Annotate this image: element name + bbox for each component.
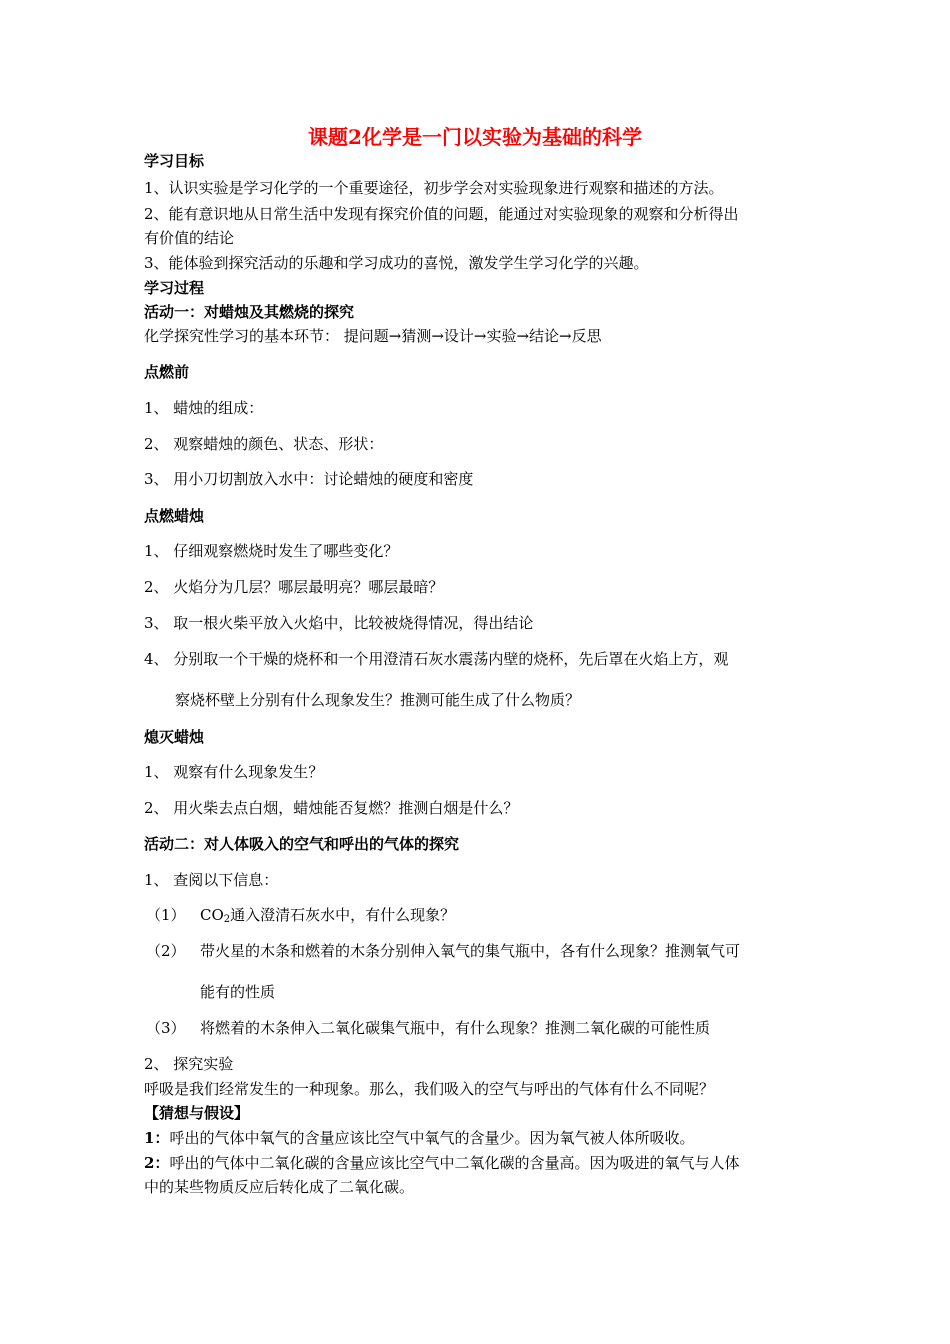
sub-item-2-text: 带火星的木条和燃着的木条分别伸入氧气的集气瓶中，各有什么现象？推测氧气可 [200, 942, 741, 960]
hypothesis-2-text: 呼出的气体中二氧化碳的含量应该比空气中二氧化碳的含量高。因为吸进的氧气与人体 [169, 1154, 740, 1172]
lit-item-2: 2、 火焰分为几层？哪层最明亮？哪层最暗？ [144, 578, 444, 596]
before-item-2: 2、 观察蜡烛的颜色、状态、形状： [144, 435, 384, 453]
co2-formula: CO [200, 906, 224, 924]
goal-item-2: 2、能有意识地从日常生活中发现有探究价值的问题，能通过对实验现象的观察和分析得出 [144, 205, 739, 223]
goal-item-2-cont: 有价值的结论 [144, 229, 235, 247]
sub-item-1-text [200, 905, 455, 930]
sub-item-3-number: （3） [146, 1019, 186, 1037]
experiment-intro: 呼吸是我们经常发生的一种现象。那么，我们吸入的空气与呼出的气体有什么不同呢？ [144, 1080, 715, 1098]
out-item-2: 2、 用火柴去点白烟，蜡烛能否复燃？推测白烟是什么？ [144, 799, 519, 817]
hypothesis-1-text: 呼出的气体中氧气的含量应该比空气中氧气的含量少。因为氧气被人体所吸收。 [169, 1129, 695, 1147]
activity2-item-2: 2、 探究实验 [144, 1055, 234, 1073]
before-item-1: 1、 蜡烛的组成： [144, 399, 264, 417]
document-title: 课题2化学是一门以实验为基础的科学 [308, 125, 642, 149]
activity1-heading: 活动一：对蜡烛及其燃烧的探究 [144, 303, 355, 321]
sub-item-1-number: （1） [146, 906, 186, 924]
out-item-1: 1、 观察有什么现象发生？ [144, 763, 324, 781]
before-heading: 点燃前 [144, 363, 190, 381]
sub-item-2-cont: 能有的性质 [200, 983, 276, 1001]
inquiry-steps: 化学探究性学习的基本环节： 提问题→猜测→设计→实验→结论→反思 [144, 327, 602, 345]
lit-heading: 点燃蜡烛 [144, 507, 205, 525]
co2-subscript: 2 [223, 914, 231, 925]
process-heading: 学习过程 [144, 279, 205, 297]
hypothesis-2-cont: 中的某些物质反应后转化成了二氧化碳。 [144, 1178, 415, 1196]
sub-item-3-text: 将燃着的木条伸入二氧化碳集气瓶中，有什么现象？推测二氧化碳的可能性质 [200, 1019, 711, 1037]
activity2-item-1: 1、 查阅以下信息： [144, 871, 279, 889]
out-heading: 熄灭蜡烛 [144, 728, 205, 746]
sub-item-1-rest: 通入澄清石灰水中，有什么现象？ [230, 906, 456, 924]
lit-item-1: 1、 仔细观察燃烧时发生了哪些变化？ [144, 542, 399, 560]
hypothesis-2-number: 2： [144, 1154, 170, 1172]
activity2-heading: 活动二：对人体吸入的空气和呼出的气体的探究 [144, 835, 460, 853]
hypothesis-2 [144, 1153, 739, 1173]
hypothesis-1 [144, 1128, 694, 1148]
before-item-3: 3、 用小刀切割放入水中：讨论蜡烛的硬度和密度 [144, 470, 474, 488]
lit-item-4-cont: 察烧杯壁上分别有什么现象发生？推测可能生成了什么物质？ [175, 691, 581, 709]
sub-item-2-number: （2） [146, 942, 186, 960]
goal-item-3: 3、能体验到探究活动的乐趣和学习成功的喜悦，激发学生学习化学的兴趣。 [144, 254, 649, 272]
goals-heading: 学习目标 [144, 152, 205, 170]
hypothesis-heading: 【猜想与假设】 [144, 1104, 250, 1122]
lit-item-3: 3、 取一根火柴平放入火焰中，比较被烧得情况，得出结论 [144, 614, 534, 632]
goal-item-1: 1、认识实验是学习化学的一个重要途径，初步学会对实验现象进行观察和描述的方法。 [144, 179, 724, 197]
hypothesis-1-number: 1： [144, 1129, 170, 1147]
lit-item-4: 4、 分别取一个干燥的烧杯和一个用澄清石灰水震荡内壁的烧杯，先后罩在火焰上方，观 [144, 650, 729, 668]
